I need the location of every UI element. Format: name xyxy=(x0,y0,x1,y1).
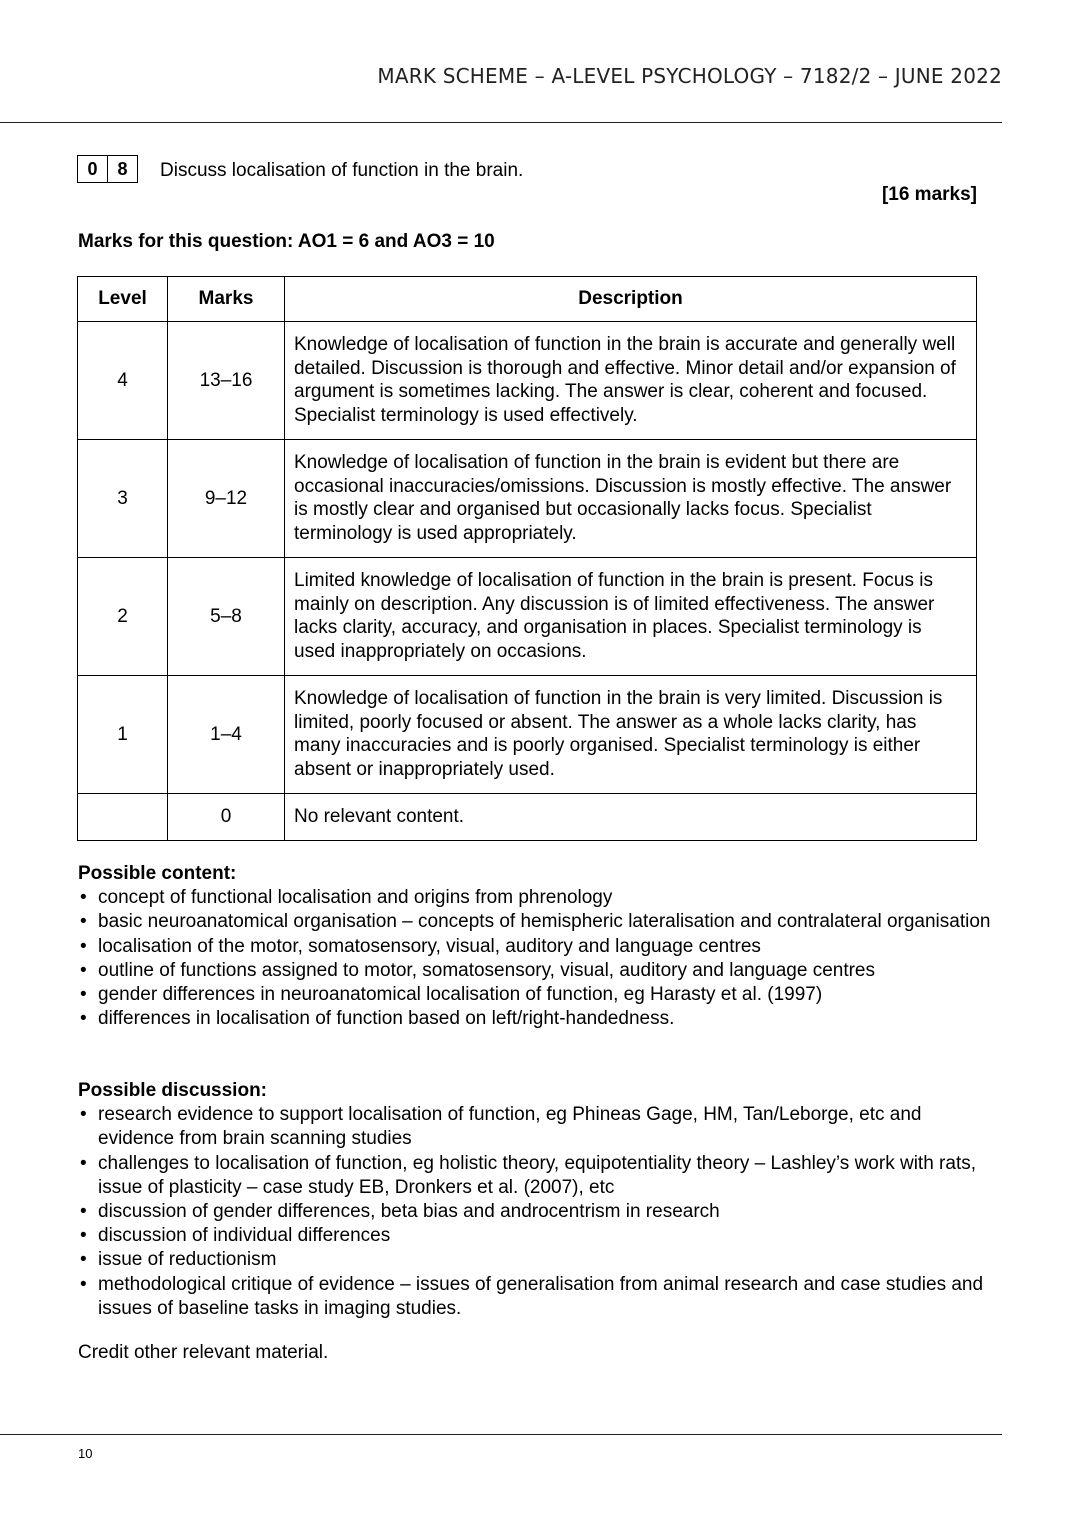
description-cell: Knowledge of localisation of function in the brain is accurate and generally well detailed. Discussion is thorough and effective. Minor detail and/or expansion of argument is sometimes lacking. The answer is clear, coherent and focused. Specialist terminology is used effectively. xyxy=(285,322,977,440)
marks-cell: 13–16 xyxy=(168,322,285,440)
level-cell: 2 xyxy=(78,558,168,676)
possible-content-heading: Possible content: xyxy=(78,863,237,884)
possible-discussion-heading: Possible discussion: xyxy=(78,1080,267,1101)
marks-cell: 0 xyxy=(168,794,285,841)
ao-breakdown: Marks for this question: AO1 = 6 and AO3 = 10 xyxy=(78,231,495,252)
possible-content-section xyxy=(78,862,998,1031)
possible-discussion-list xyxy=(78,1103,998,1321)
level-cell: 1 xyxy=(78,676,168,794)
list-item: • concept of functional localisation and origins from phrenology xyxy=(78,886,998,910)
question-number-digit-2: 8 xyxy=(107,156,137,182)
table-row xyxy=(78,676,977,794)
list-item: • gender differences in neuroanatomical localisation of function, eg Harasty et al. (1997) xyxy=(78,983,998,1007)
list-item: • research evidence to support localisation of function, eg Phineas Gage, HM, Tan/Leborge, etc and evidence from brain scanning studies xyxy=(80,1104,922,1150)
bullet-icon: • xyxy=(80,984,87,1006)
bullet-icon: • xyxy=(80,935,87,957)
description-cell: Knowledge of localisation of function in the brain is evident but there are occasional inaccuracies/omissions. Discussion is mostly effective. The answer is mostly clear and organised but occasionally lacks focus. Specialist terminology is used appropriately. xyxy=(285,440,977,558)
table-row xyxy=(78,440,977,558)
possible-content-list xyxy=(78,886,998,1031)
bullet-icon: • xyxy=(80,1249,87,1271)
bullet-icon: • xyxy=(80,887,87,909)
question-number-box xyxy=(77,155,138,183)
list-item: • issue of reductionism xyxy=(78,1248,998,1272)
description-cell: Knowledge of localisation of function in the brain is very limited. Discussion is limited, poorly focused or absent. The answer as a whole lacks clarity, has many inaccuracies and is poorly organised. Specialist terminology is either absent or inappropriately used. xyxy=(285,676,977,794)
marks-cell: 5–8 xyxy=(168,558,285,676)
description-cell: Limited knowledge of localisation of function in the brain is present. Focus is mainly on description. Any discussion is of limited effectiveness. The answer lacks clarity, accuracy, and organisation in places. Specialist terminology is used inappropriately on occasions. xyxy=(285,558,977,676)
list-item: • challenges to localisation of function, eg holistic theory, equipotentiality theory – Lashley’s work with rats, issue of plasticity – case study EB, Dronkers et al. (2007), etc xyxy=(80,1152,976,1198)
bullet-icon: • xyxy=(80,911,87,933)
credit-note: Credit other relevant material. xyxy=(78,1342,329,1363)
level-cell: 3 xyxy=(78,440,168,558)
list-item: • discussion of gender differences, beta bias and androcentrism in research xyxy=(78,1200,998,1224)
total-marks: [16 marks] xyxy=(881,184,977,205)
level-cell xyxy=(78,794,168,841)
table-row xyxy=(78,322,977,440)
table-header-row xyxy=(78,277,977,322)
list-item: • methodological critique of evidence – issues of generalisation from animal research and case studies and issues of baseline tasks in imaging studies. xyxy=(80,1273,984,1319)
question-number-digit-1: 0 xyxy=(87,159,98,179)
bullet-icon: • xyxy=(80,1152,87,1174)
mark-scheme-header: MARK SCHEME – A-LEVEL PSYCHOLOGY – 7182/2 – JUNE 2022 xyxy=(377,64,1002,88)
list-item: • differences in localisation of function based on left/right-handedness. xyxy=(78,1007,998,1031)
level-cell: 4 xyxy=(78,322,168,440)
header-divider xyxy=(0,122,1002,123)
table-row xyxy=(78,558,977,676)
bullet-icon: • xyxy=(80,1225,87,1247)
header-description: Description xyxy=(285,277,977,322)
marks-cell: 9–12 xyxy=(168,440,285,558)
bullet-icon: • xyxy=(80,1273,87,1295)
header-level: Level xyxy=(78,277,168,322)
bullet-icon: • xyxy=(80,959,87,981)
list-item: • localisation of the motor, somatosensory, visual, auditory and language centres xyxy=(78,935,998,959)
question-text: Discuss localisation of function in the brain. xyxy=(160,160,524,181)
list-item: • outline of functions assigned to motor, somatosensory, visual, auditory and language centres xyxy=(78,959,998,983)
bullet-icon: • xyxy=(80,1201,87,1223)
marks-cell: 1–4 xyxy=(168,676,285,794)
header-marks: Marks xyxy=(168,277,285,322)
description-cell: No relevant content. xyxy=(285,794,977,841)
bullet-icon: • xyxy=(80,1008,87,1030)
page-number: 10 xyxy=(78,1446,93,1461)
list-item: • discussion of individual differences xyxy=(78,1224,998,1248)
levels-table xyxy=(77,276,977,841)
possible-discussion-section xyxy=(78,1079,998,1321)
footer-divider xyxy=(0,1434,1002,1435)
table-row xyxy=(78,794,977,841)
list-item: • basic neuroanatomical organisation – concepts of hemispheric lateralisation and contralateral organisation xyxy=(78,910,998,934)
bullet-icon: • xyxy=(80,1104,87,1126)
